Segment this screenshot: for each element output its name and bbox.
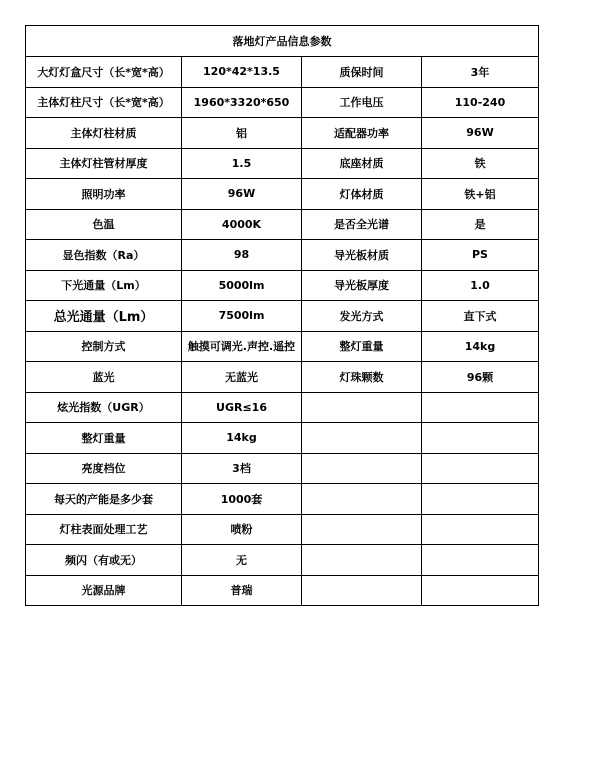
spec-label-cell bbox=[302, 392, 422, 423]
spec-label-cell: 下光通量（Lm） bbox=[26, 270, 182, 301]
table-row bbox=[26, 270, 539, 301]
spec-value-cell bbox=[422, 453, 539, 484]
spec-value-cell: 7500lm bbox=[182, 301, 302, 332]
spec-label-cell: 导光板厚度 bbox=[302, 270, 422, 301]
spec-value-cell: 无蓝光 bbox=[182, 362, 302, 393]
table-row bbox=[26, 514, 539, 545]
spec-label-cell: 炫光指数（UGR） bbox=[26, 392, 182, 423]
table-row bbox=[26, 423, 539, 454]
spec-value-cell: 普瑞 bbox=[182, 575, 302, 606]
spec-label-cell bbox=[302, 423, 422, 454]
spec-label-cell: 大灯灯盒尺寸（长*宽*高） bbox=[26, 57, 182, 88]
table-row bbox=[26, 148, 539, 179]
table-row bbox=[26, 575, 539, 606]
spec-value-cell bbox=[422, 514, 539, 545]
spec-value-cell: 1960*3320*650 bbox=[182, 87, 302, 118]
spec-label-cell: 光源品牌 bbox=[26, 575, 182, 606]
spec-label-cell: 导光板材质 bbox=[302, 240, 422, 271]
spec-label-cell: 频闪（有或无） bbox=[26, 545, 182, 576]
spec-label-cell bbox=[302, 575, 422, 606]
spec-value-cell: 96W bbox=[422, 118, 539, 149]
table-row bbox=[26, 453, 539, 484]
spec-value-cell: 96W bbox=[182, 179, 302, 210]
spec-label-cell bbox=[302, 514, 422, 545]
spec-label-cell: 亮度档位 bbox=[26, 453, 182, 484]
table-row bbox=[26, 209, 539, 240]
spec-label-cell: 总光通量（Lm） bbox=[26, 301, 182, 332]
table-row bbox=[26, 240, 539, 271]
spec-label-cell: 质保时间 bbox=[302, 57, 422, 88]
product-spec-table bbox=[25, 25, 539, 606]
spec-value-cell bbox=[422, 575, 539, 606]
spec-label-cell: 灯体材质 bbox=[302, 179, 422, 210]
spec-label-cell: 发光方式 bbox=[302, 301, 422, 332]
spec-label-cell: 每天的产能是多少套 bbox=[26, 484, 182, 515]
spec-value-cell bbox=[422, 484, 539, 515]
spec-label-cell bbox=[302, 453, 422, 484]
table-row bbox=[26, 118, 539, 149]
spec-label-cell: 适配器功率 bbox=[302, 118, 422, 149]
spec-label-cell: 底座材质 bbox=[302, 148, 422, 179]
spec-label-cell: 工作电压 bbox=[302, 87, 422, 118]
spec-label-cell: 灯柱表面处理工艺 bbox=[26, 514, 182, 545]
spec-label-cell: 主体灯柱管材厚度 bbox=[26, 148, 182, 179]
spec-value-cell: 1.5 bbox=[182, 148, 302, 179]
spec-value-cell: 铝 bbox=[182, 118, 302, 149]
spec-value-cell bbox=[422, 423, 539, 454]
table-row bbox=[26, 545, 539, 576]
spec-label-cell: 显色指数（Ra） bbox=[26, 240, 182, 271]
spec-value-cell: 直下式 bbox=[422, 301, 539, 332]
spec-value-cell: 触摸可调光.声控.遥控 bbox=[182, 331, 302, 362]
spec-label-cell: 蓝光 bbox=[26, 362, 182, 393]
table-row bbox=[26, 301, 539, 332]
spec-value-cell: 5000lm bbox=[182, 270, 302, 301]
spec-value-cell: 4000K bbox=[182, 209, 302, 240]
spec-value-cell: UGR≤16 bbox=[182, 392, 302, 423]
spec-label-cell: 是否全光谱 bbox=[302, 209, 422, 240]
spec-label-cell: 整灯重量 bbox=[302, 331, 422, 362]
table-row bbox=[26, 362, 539, 393]
spec-value-cell: 14kg bbox=[182, 423, 302, 454]
spec-value-cell: 喷粉 bbox=[182, 514, 302, 545]
spec-value-cell: 无 bbox=[182, 545, 302, 576]
spec-value-cell: 1000套 bbox=[182, 484, 302, 515]
table-row bbox=[26, 87, 539, 118]
spec-value-cell: 3档 bbox=[182, 453, 302, 484]
spec-value-cell bbox=[422, 545, 539, 576]
spec-value-cell: 120*42*13.5 bbox=[182, 57, 302, 88]
spec-label-cell: 整灯重量 bbox=[26, 423, 182, 454]
spec-value-cell: 铁+铝 bbox=[422, 179, 539, 210]
spec-value-cell: PS bbox=[422, 240, 539, 271]
spec-label-cell bbox=[302, 484, 422, 515]
spec-label-cell: 照明功率 bbox=[26, 179, 182, 210]
spec-label-cell: 灯珠颗数 bbox=[302, 362, 422, 393]
table-row bbox=[26, 392, 539, 423]
spec-label-cell bbox=[302, 545, 422, 576]
spec-value-cell: 96颗 bbox=[422, 362, 539, 393]
spec-value-cell: 3年 bbox=[422, 57, 539, 88]
spec-value-cell: 14kg bbox=[422, 331, 539, 362]
title-row bbox=[26, 26, 539, 57]
table-row bbox=[26, 57, 539, 88]
spec-value-cell: 110-240 bbox=[422, 87, 539, 118]
table-row bbox=[26, 179, 539, 210]
spec-value-cell: 铁 bbox=[422, 148, 539, 179]
spec-label-cell: 主体灯柱材质 bbox=[26, 118, 182, 149]
spec-label-cell: 色温 bbox=[26, 209, 182, 240]
spec-value-cell: 1.0 bbox=[422, 270, 539, 301]
table-title: 落地灯产品信息参数 bbox=[26, 26, 539, 57]
spec-label-cell: 控制方式 bbox=[26, 331, 182, 362]
spec-label-cell: 主体灯柱尺寸（长*宽*高） bbox=[26, 87, 182, 118]
table-row bbox=[26, 331, 539, 362]
table-row bbox=[26, 484, 539, 515]
spec-value-cell: 98 bbox=[182, 240, 302, 271]
spec-value-cell: 是 bbox=[422, 209, 539, 240]
spec-value-cell bbox=[422, 392, 539, 423]
